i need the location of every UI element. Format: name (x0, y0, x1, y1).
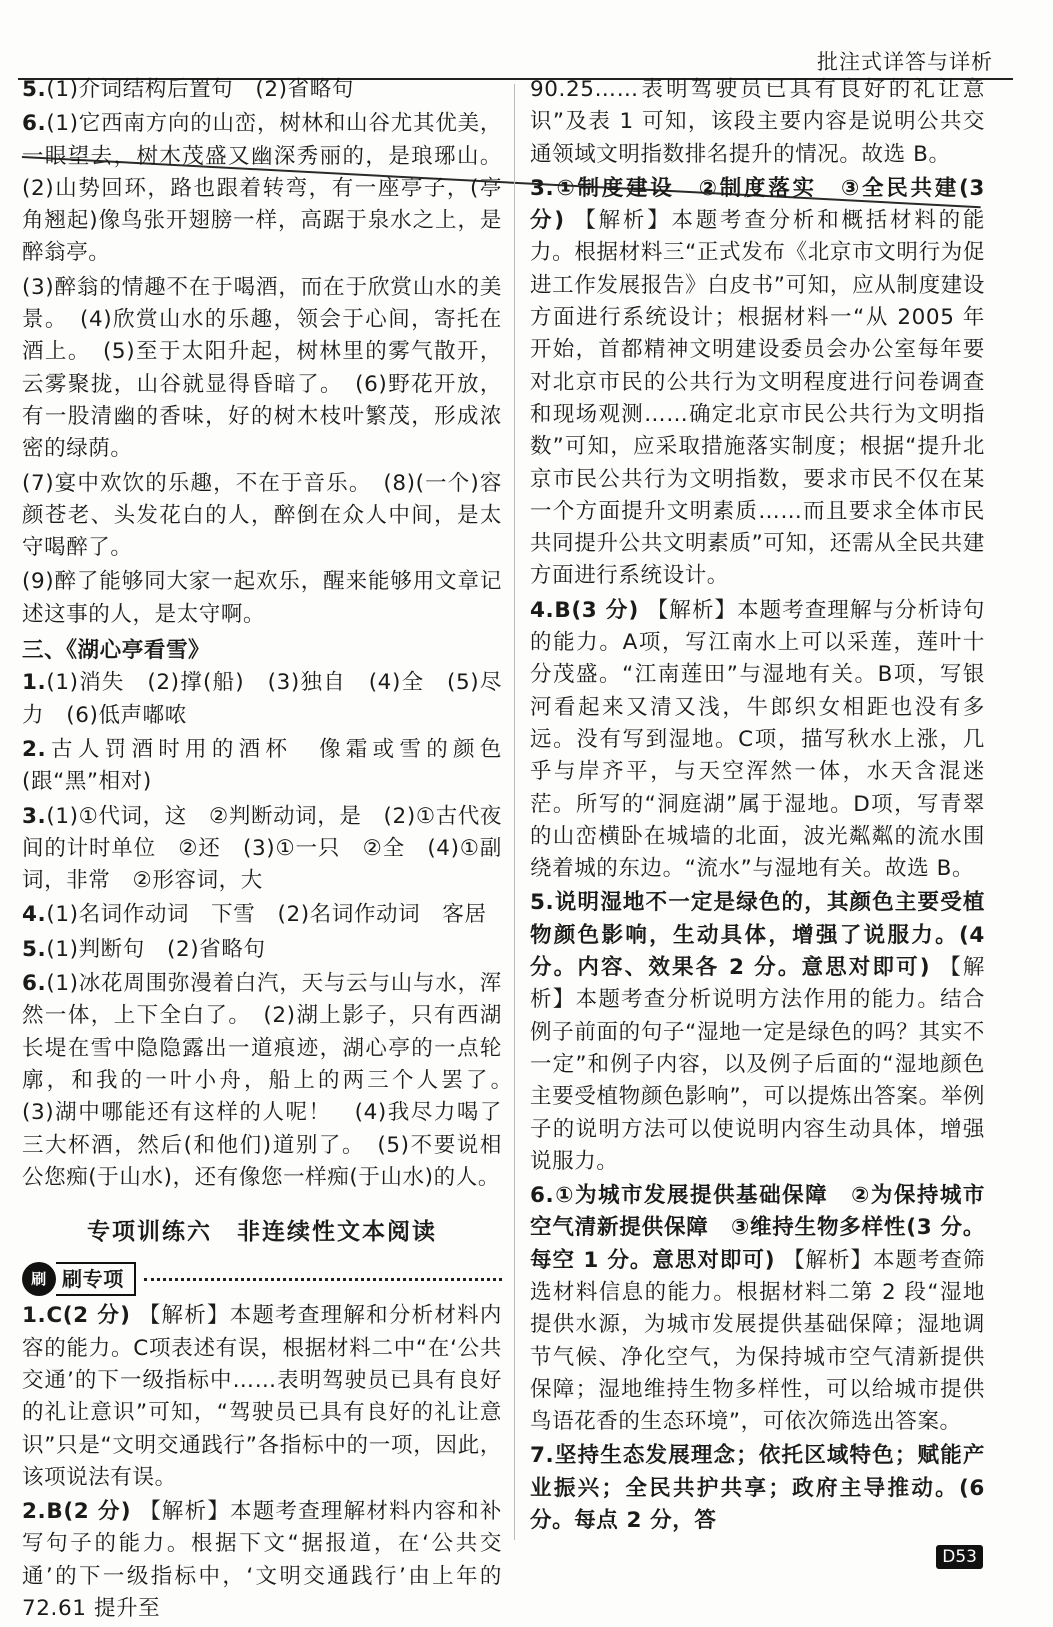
right-column (530, 74, 985, 1539)
item-answer: B(2 分) (46, 1499, 132, 1525)
answer-item (22, 734, 502, 799)
item-number: 2. (22, 1499, 47, 1525)
left-column (22, 74, 525, 1627)
answer-item (22, 899, 502, 931)
answer-item (22, 272, 502, 466)
item-number: 6. (22, 971, 47, 997)
item-answer: ①制度建设 ②制度落实 ③全民共建(3 分) (530, 175, 985, 234)
item-text: 【解析】本题考查分析和概括材料的能力。根据材料三“正式发布《北京市文明行为促进工作发展报告》白皮书”可知，应从制度建设方面进行系统设计；根据材料一“从 2005 年开始，首都精神文明建设委员会办公室每年要对北京市民的公共行为文明程度进行问卷调查和现场观测……确定北京市民公共行为文明指数”可知，应采取措施落实制度；根据“提升北京市民公共行为文明指数，要求市民不仅在某一个方面提升文明素质……而且要求全体市民共同提升公共文明素质”可知，还需从全民共建方面进行系统设计。 (530, 208, 986, 589)
item-answer: 说明湿地不一定是绿色的，其颜色主要受植物颜色影响，生动具体，增强了说服力。(4 分。内容、效果各 2 分。意思对即可) (530, 890, 985, 981)
item-text: 【解析】本题考查理解材料内容和补写句子的能力。根据下文“据报道，在‘公共交通’的下一级指标中，‘文明交通践行’由上年的 72.61 提升至 (22, 1499, 502, 1622)
item-number: 4. (22, 902, 47, 928)
answer-item (22, 968, 525, 1194)
answer-item (22, 1496, 502, 1625)
brush-icon: 刷 (22, 1262, 56, 1296)
section3-title: 三、《湖心亭看雪》 (22, 638, 211, 664)
item-number: 3. (530, 175, 555, 201)
item-number: 5. (22, 936, 47, 962)
item-text: (3)醉翁的情趣不在于喝酒，而在于欣赏山水的美景。 (4)欣赏山水的乐趣，领会于心间，寄托在酒上。 (5)至于太阳升起，树林里的雾气散开，云雾聚拢，山谷就显得昏暗了。 (6)野花开放，有一股清幽的香味，好的树木枝叶繁茂，形成浓密的绿荫。 (22, 274, 502, 462)
brush-label: 刷专项 (56, 1262, 136, 1296)
answer-item (530, 887, 985, 1178)
answer-item (530, 1440, 985, 1537)
item-number: 1. (22, 670, 47, 696)
answer-item (22, 108, 502, 269)
page-number: D53 (936, 1545, 983, 1569)
item-number: 4. (530, 597, 555, 623)
item-text: (1)消失 (2)撑(船) (3)独自 (4)全 (5)尽力 (6)低声嘟哝 (22, 670, 502, 728)
answer-item (22, 801, 502, 898)
item-number: 2. (22, 736, 47, 762)
item-answer: C(2 分) (46, 1303, 131, 1329)
item-number: 7. (530, 1443, 555, 1469)
answer-item (22, 468, 502, 565)
item-number: 6. (22, 111, 47, 137)
item-text: (1)介词结构后置句 (2)省略句 (46, 77, 354, 102)
answer-item (22, 934, 502, 966)
answer-item (22, 1300, 502, 1494)
item-number: 1. (22, 1303, 47, 1329)
item-number: 3. (22, 803, 47, 829)
item-answer: B(3 分) (554, 597, 639, 623)
item-text: (1)名词作动词 下雪 (2)名词作动词 客居 (46, 902, 487, 928)
answer-item (22, 74, 502, 106)
continued-text: 90.25……表明驾驶员已具有良好的礼让意识”及表 1 可知，该段主要内容是说明公共交通领域文明指数排名提升的情况。故选 B。 (530, 77, 985, 167)
item-number: 6. (530, 1183, 555, 1209)
item-number: 5. (22, 77, 47, 102)
answer-item (22, 566, 502, 631)
item-text: (1)①代词，这 ②判断动词，是 (2)①古代夜间的计时单位 ②还 (3)①一只 ②全 (4)①副词，非常 ②形容词，大 (22, 803, 502, 894)
item-text: 【解析】本题考查理解与分析诗句的能力。A项，写江南水上可以采莲，莲叶十分茂盛。“江南莲田”与湿地有关。B项，写银河看起来又清又浅，牛郎织女相距也没有多远。没有写到湿地。C项，描写秋水上涨，几乎与岸齐平，与天空浑然一体，水天含混迷茫。所写的“洞庭湖”属于湿地。D项，写青翠的山峦横卧在城墙的北面，波光粼粼的流水围绕着城的东边。“流水”与湿地有关。故选 B。 (530, 597, 985, 882)
dotted-rule (144, 1278, 502, 1281)
item-answer: ①为城市发展提供基础保障 ②为保持城市空气清新提供保障 ③维持生物多样性(3 分。每空 1 分。意思对即可) (530, 1183, 985, 1273)
answer-item (530, 173, 985, 593)
item-number: 5. (530, 890, 555, 916)
special-training-title: 专项训练六 非连续性文本阅读 (87, 1219, 437, 1246)
column-divider (514, 84, 515, 1540)
item-text: (1)冰花周围弥漫着白汽，天与云与山与水，浑然一体，上下全白了。 (2)湖上影子，只有西湖长堤在雪中隐隐露出一道痕迹，湖心亭的一点轮廓，和我的一叶小舟，船上的两三个人罢了。 (3)湖中哪能还有这样的人呢！ (4)我尽力喝了三大杯酒，然后(和他们)道别了。 (5)不要说相公您痴(于山水)，还有像您一样痴(于山水)的人。 (22, 971, 525, 1190)
brush-banner (22, 1262, 502, 1296)
item-text: 【解析】本题考查理解和分析材料内容的能力。C项表述有误，根据材料二中“在‘公共交通’的下一级指标中……表明驾驶员已具有良好的礼让意识”可知，“驾驶员已具有良好的礼让意识”只是“文明交通践行”各指标中的一项，因此，该项说法有误。 (22, 1303, 503, 1490)
item-answer: 坚持生态发展理念；依托区域特色；赋能产业振兴；全民共护共享；政府主导推动。(6 分。每点 2 分，答 (530, 1443, 985, 1534)
item-text: 【解析】本题考查筛选材料信息的能力。根据材料二第 2 段“湿地提供水源，为城市发展提供基础保障；湿地调节气候、净化空气，为保持城市空气清新提供保障；湿地维持生物多样性，可以给城市提供鸟语花香的生态环境”，可依次筛选出答案。 (530, 1247, 986, 1435)
page-header-title: 批注式详答与详析 (817, 50, 993, 74)
item-text: (1)判断句 (2)省略句 (46, 936, 266, 962)
item-text: (7)宴中欢饮的乐趣，不在于音乐。 (8)(一个)容颜苍老、头发花白的人，醉倒在众人中间，是太守喝醉了。 (22, 470, 502, 561)
answer-item (530, 1180, 985, 1438)
item-text: (9)醉了能够同大家一起欢乐，醒来能够用文章记述这事的人，是太守啊。 (22, 569, 502, 627)
item-text: (1)它西南方向的山峦，树林和山谷尤其优美，一眼望去，树木茂盛又幽深秀丽的，是琅琊山。(2)山势回环，路也跟着转弯，有一座亭子，(亭角翘起)像鸟张开翅膀一样，高踞于泉水之上，是醉翁亭。 (22, 111, 502, 266)
item-text: 【解析】本题考查分析说明方法作用的能力。结合例子前面的句子“湿地一定是绿色的吗？其实不一定”和例子内容，以及例子后面的“湿地颜色主要受植物颜色影响”，可以提炼出答案。举例子的说明方法可以使说明内容生动具体，增强说服力。 (530, 955, 985, 1174)
answer-item (22, 667, 502, 732)
item-text: 古人罚酒时用的酒杯 像霜或雪的颜色(跟“黑”相对) (22, 736, 502, 795)
answer-item (530, 595, 985, 886)
